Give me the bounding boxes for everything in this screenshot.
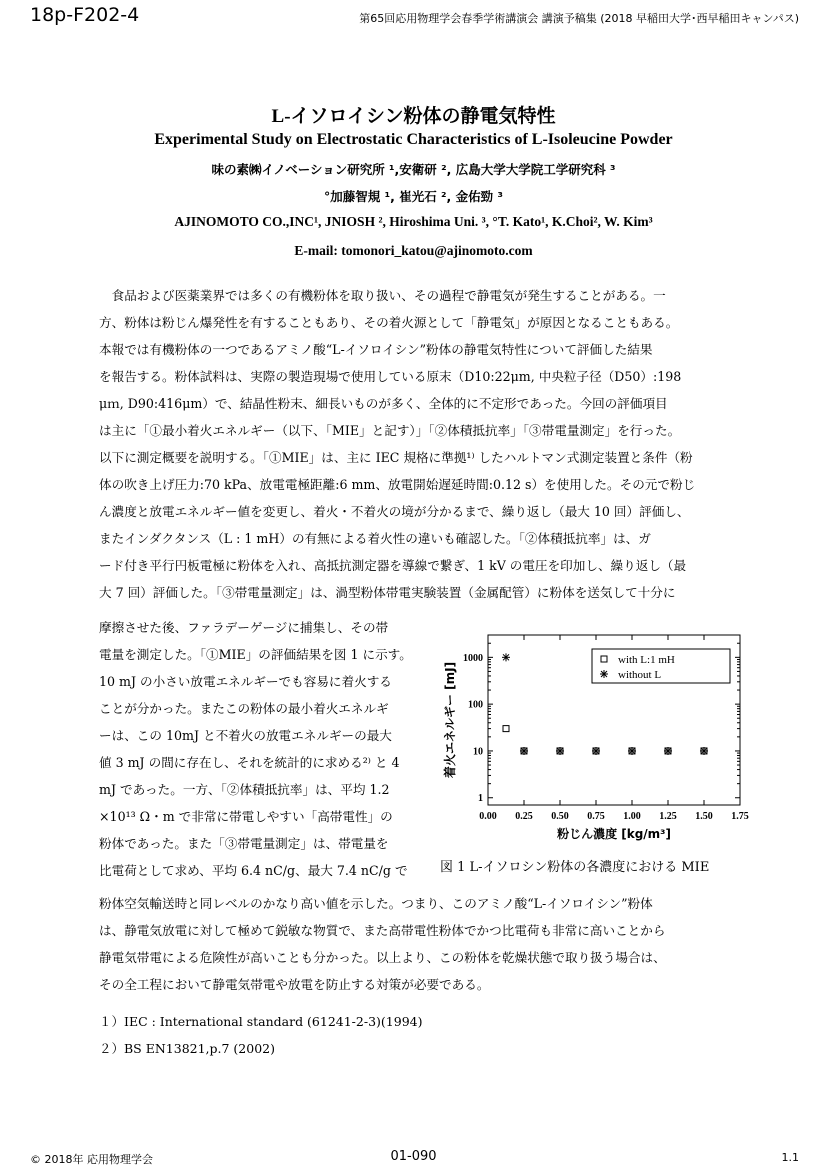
x-tick-label: 1.50	[695, 811, 713, 822]
y-tick-label: 1000	[463, 652, 483, 664]
chart-svg	[440, 625, 749, 855]
conference-header: 第65回応用物理学会春季学術講演会 講演予稿集 (2018 早稲田大学･西早稲田キャンパス)	[359, 12, 799, 25]
body-line: ことが分かった。またこの粉体の最小着火エネルギ	[99, 701, 389, 716]
data-point	[502, 653, 510, 661]
body-line: は主に「①最小着火エネルギー（以下、「MIE」と記す）」「②体積抵抗率」「③帯電量測定」を行った。	[99, 423, 681, 438]
data-point	[520, 747, 528, 755]
body-line: ーは、この 10mJ と不着火の放電エネルギーの最大	[99, 728, 392, 743]
y-tick-label: 1	[478, 793, 483, 805]
reference-2: ２）BS EN13821,p.7 (2002)	[99, 1041, 275, 1056]
body-line: またインダクタンス（L : 1 mH）の有無による着火性の違いも確認した。「②体積抵抗率」は、ガ	[99, 531, 651, 546]
reference-1: １）IEC : International standard (61241-2-3)(1994)	[99, 1014, 423, 1029]
authors-jp: °加藤智規 ¹, 崔光石 ², 金佑勁 ³	[324, 189, 503, 204]
body-line: 粉体空気輸送時と同レベルのかなり高い値を示した。つまり、このアミノ酸“L-イソロイシン”粉体	[99, 896, 653, 911]
body-line: ん濃度と放電エネルギー値を変更し、着火・不着火の境が分かるまで、繰り返し（最大 10 回）評価し、	[99, 504, 690, 519]
paper-id: 18p-F202-4	[30, 4, 140, 26]
footer-version: 1.1	[781, 1151, 799, 1164]
title-jp: L-イソロイシン粉体の静電気特性	[271, 106, 556, 127]
y-tick-label: 100	[468, 699, 483, 711]
x-tick-label: 1.00	[623, 811, 641, 822]
body-line: 大 7 回）評価した。「③帯電量測定」は、渦型粉体帯電実験装置（金属配管）に粉体を送気して十分に	[99, 585, 676, 600]
x-tick-label: 0.50	[551, 811, 569, 822]
body-line: μｍ, D90:416μm）で、結晶性粉末、細長いものが多く、全体的に不定形であった。今回の評価項目	[99, 396, 668, 411]
mie-chart	[440, 625, 749, 855]
footer-copyright: © 2018年 応用物理学会	[30, 1153, 153, 1166]
data-point	[628, 747, 636, 755]
body-line: 比電荷として求め、平均 6.4 nC/g、最大 7.4 nC/g で	[99, 863, 408, 878]
body-line: は、静電気放電に対して極めて鋭敏な物質で、また高帯電性粉体でかつ比電荷も非常に高いことから	[99, 923, 666, 938]
body-line: 電量を測定した。「①MIE」の評価結果を図 1 に示す。	[99, 647, 412, 662]
data-point	[700, 747, 708, 755]
body-line: その全工程において静電気帯電や放電を防止する対策が必要である。	[99, 977, 490, 992]
figure-caption: 図 1 L-イソロシン粉体の各濃度における MIE	[440, 860, 710, 875]
legend-label: without L	[618, 669, 662, 681]
x-tick-label: 0.75	[587, 811, 605, 822]
email: E-mail: tomonori_katou@ajinomoto.com	[294, 243, 533, 258]
title-en: Experimental Study on Electrostatic Characteristics of L-Isoleucine Powder	[154, 131, 673, 148]
body-line: ×10¹³ Ω・m で非常に帯電しやすい「高帯電性」の	[99, 809, 393, 824]
body-line: を報告する。粉体試料は、実際の製造現場で使用している原末（D10:22μm, 中央粒子径（D50）:198	[99, 369, 682, 384]
y-tick-label: 10	[473, 746, 483, 758]
body-line: 粉体であった。また「③帯電量測定」は、帯電量を	[99, 836, 389, 851]
legend-marker	[600, 670, 608, 678]
legend-label: with L:1 mH	[618, 654, 675, 666]
body-line: 10 mJ の小さい放電エネルギーでも容易に着火する	[99, 674, 392, 689]
y-axis-label: 着火エネルギー [mJ]	[443, 661, 457, 779]
x-tick-label: 1.75	[731, 811, 749, 822]
body-line: ード付き平行円板電極に粉体を入れ、高抵抗測定器を導線で繋ぎ、1 kV の電圧を印加し、繰り返し（最	[99, 558, 687, 573]
footer-page-number: 01-090	[390, 1149, 437, 1164]
data-point	[664, 747, 672, 755]
affiliations-en: AJINOMOTO CO.,INC¹, JNIOSH ², Hiroshima Uni. ³, °T. Kato¹, K.Choi², W. Kim³	[174, 214, 653, 229]
data-point	[503, 726, 509, 732]
body-line: 本報では有機粉体の一つであるアミノ酸“L-イソロイシン”粉体の静電気特性について評価した結果	[99, 342, 653, 357]
x-tick-label: 1.25	[659, 811, 677, 822]
body-line: 以下に測定概要を説明する。「①MIE」は、主に IEC 規格に準拠¹⁾ したハルトマン式測定装置と条件（粉	[99, 450, 693, 465]
body-line: 摩擦させた後、ファラデーゲージに捕集し、その帯	[99, 620, 389, 635]
body-line: 体の吹き上げ圧力:70 kPa、放電電極距離:6 mm、放電開始遅延時間:0.12 s）を使用した。その元で粉じ	[99, 477, 696, 492]
body-line: mJ であった。一方、「②体積抵抗率」は、平均 1.2	[99, 782, 390, 797]
body-line: 静電気帯電による危険性が高いことも分かった。以上より、この粉体を乾燥状態で取り扱う場合は、	[99, 950, 666, 965]
x-axis-label: 粉じん濃度 [kg/m³]	[557, 827, 671, 841]
body-line: 値 3 mJ の間に存在し、それを統計的に求める²⁾ と 4	[99, 755, 400, 770]
x-tick-label: 0.00	[479, 811, 497, 822]
affiliations-jp: 味の素㈱イノベーション研究所 ¹,安衛研 ², 広島大学大学院工学研究科 ³	[211, 162, 616, 177]
data-point	[592, 747, 600, 755]
body-line: 方、粉体は粉じん爆発性を有することもあり、その着火源として「静電気」が原因となることもある。	[99, 315, 679, 330]
data-point	[556, 747, 564, 755]
legend-marker	[601, 656, 607, 662]
body-line: 食品および医薬業界では多くの有機粉体を取り扱い、その過程で静電気が発生することがある。一	[99, 288, 666, 303]
x-tick-label: 0.25	[515, 811, 533, 822]
